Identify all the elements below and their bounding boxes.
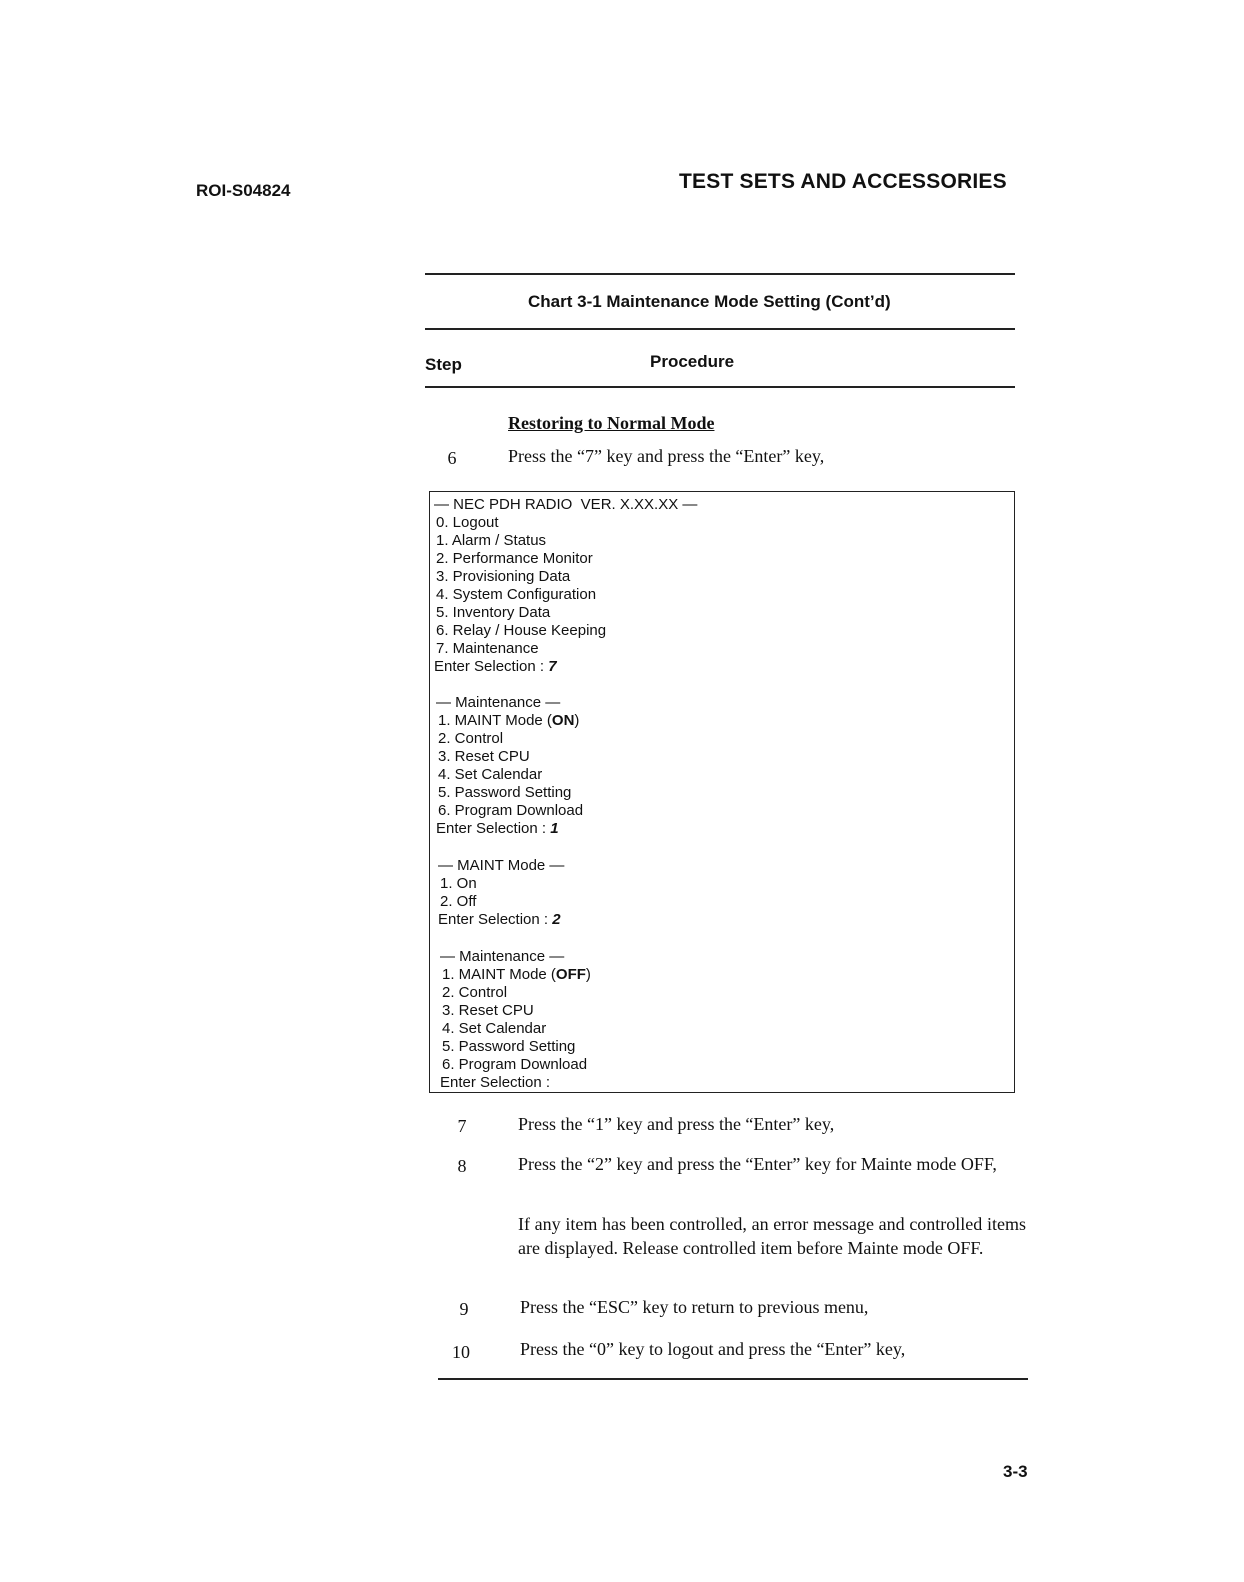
- menu-item: 5. Inventory Data: [436, 604, 551, 621]
- section-heading: TEST SETS AND ACCESSORIES: [679, 170, 1007, 193]
- terminal-prompt: [434, 658, 557, 676]
- page-number: 3-3: [1003, 1462, 1028, 1481]
- menu-item: 2. Off: [440, 893, 477, 910]
- prompt-input: 2: [552, 911, 561, 928]
- terminal-prompt: [438, 911, 561, 929]
- bottom-rule: [438, 1378, 1028, 1380]
- terminal-title: — NEC PDH RADIO VER. X.XX.XX —: [434, 496, 698, 513]
- menu-item: 2. Control: [438, 730, 504, 747]
- menu-item: 2. Performance Monitor: [436, 550, 593, 567]
- step-note: If any item has been controlled, an error message and controlled items are displayed. Release controlled item before Mainte mode OFF.: [518, 1214, 1026, 1258]
- menu-item: 1. Alarm / Status: [436, 532, 547, 549]
- menu-item: 6. Program Download: [442, 1056, 588, 1073]
- prompt-label: Enter Selection :: [436, 820, 551, 837]
- menu-item: 5. Password Setting: [438, 784, 572, 801]
- menu-item: 3. Provisioning Data: [436, 568, 571, 585]
- document-id: ROI-S04824: [196, 181, 291, 200]
- menu-item-suffix: ): [574, 712, 580, 729]
- chart-title: Chart 3-1 Maintenance Mode Setting (Cont’d): [528, 292, 891, 311]
- mode-state: OFF: [555, 966, 586, 983]
- step-text: Press the “ESC” key to return to previous menu,: [520, 1297, 869, 1317]
- menu-item-suffix: ): [585, 966, 591, 983]
- menu-item: 5. Password Setting: [442, 1038, 576, 1055]
- menu-item: 4. Set Calendar: [442, 1020, 547, 1037]
- terminal-menu-title: — Maintenance —: [440, 948, 565, 965]
- menu-item: [442, 966, 591, 984]
- menu-item: 2. Control: [442, 984, 508, 1001]
- step-text: Press the “7” key and press the “Enter” key,: [508, 446, 825, 466]
- menu-item-label: 1. MAINT Mode (: [442, 966, 556, 983]
- top-rule: [425, 273, 1015, 275]
- menu-item: 4. Set Calendar: [438, 766, 543, 783]
- menu-item: 7. Maintenance: [436, 640, 539, 657]
- menu-item: [438, 712, 579, 730]
- prompt-label: Enter Selection :: [434, 658, 549, 675]
- step-number: 8: [457, 1156, 467, 1176]
- step-number: 10: [452, 1342, 470, 1362]
- menu-item: 6. Relay / House Keeping: [436, 622, 607, 639]
- column-header-step: Step: [425, 355, 462, 374]
- step-text: Press the “1” key and press the “Enter” key,: [518, 1114, 835, 1134]
- menu-item-label: 1. MAINT Mode (: [438, 712, 552, 729]
- menu-item: 4. System Configuration: [436, 586, 597, 603]
- step-number: 6: [447, 448, 457, 468]
- step-number: 7: [457, 1116, 467, 1136]
- prompt-input: 1: [550, 820, 559, 837]
- column-header-procedure: Procedure: [650, 352, 735, 371]
- prompt-label: Enter Selection :: [438, 911, 553, 928]
- terminal-prompt: Enter Selection :: [440, 1074, 551, 1091]
- terminal-screen: [429, 491, 1015, 1093]
- prompt-input: 7: [548, 658, 557, 675]
- menu-item: 6. Program Download: [438, 802, 584, 819]
- title-rule: [425, 328, 1015, 330]
- terminal-menu-title: — Maintenance —: [436, 694, 561, 711]
- menu-item: 3. Reset CPU: [442, 1002, 534, 1019]
- step-text: Press the “0” key to logout and press the “Enter” key,: [520, 1339, 906, 1359]
- step-number: 9: [459, 1299, 469, 1319]
- section-title: Restoring to Normal Mode: [508, 413, 715, 433]
- menu-item: 3. Reset CPU: [438, 748, 530, 765]
- step-text: Press the “2” key and press the “Enter” key for Mainte mode OFF,: [518, 1154, 997, 1174]
- terminal-menu-title: — MAINT Mode —: [438, 857, 565, 874]
- menu-item: 1. On: [440, 875, 477, 892]
- mode-state: ON: [551, 712, 575, 729]
- header-rule: [425, 386, 1015, 388]
- terminal-prompt: [436, 820, 559, 838]
- menu-item: 0. Logout: [436, 514, 499, 531]
